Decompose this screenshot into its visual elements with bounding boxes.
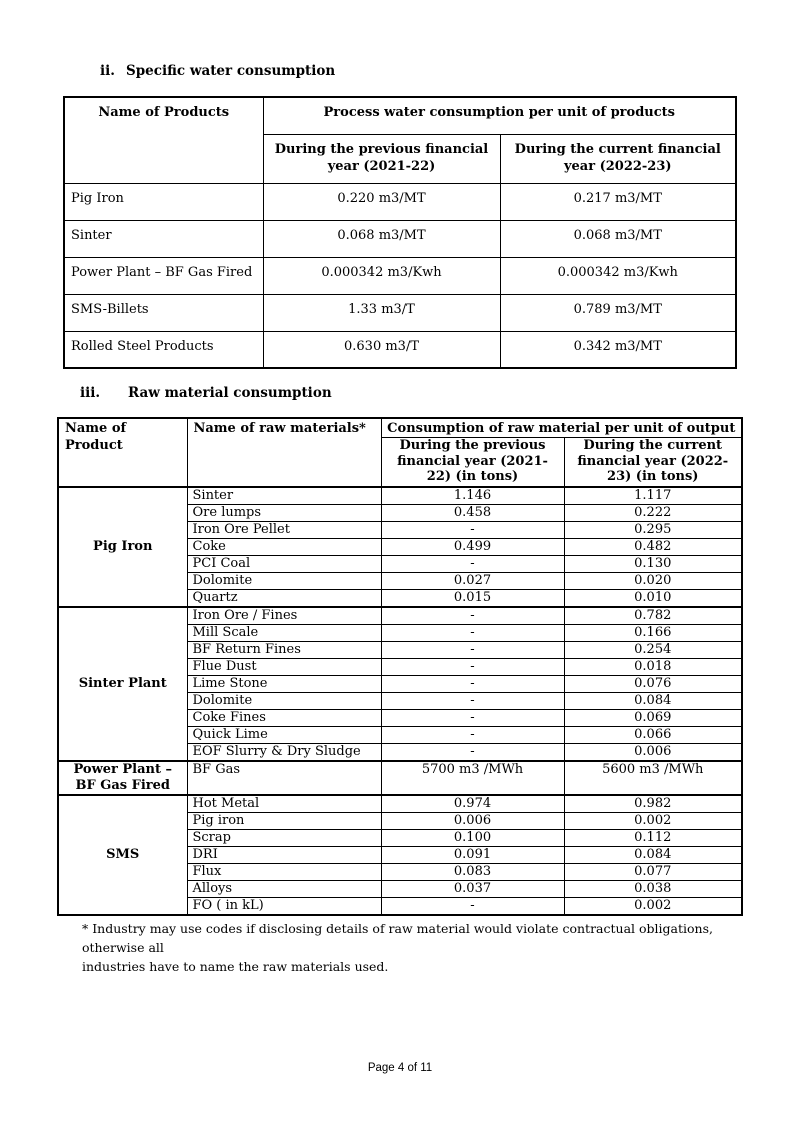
raw-material-name-cell: Ore lumps bbox=[187, 505, 381, 522]
consumption-value-cell: 0.458 bbox=[381, 505, 564, 522]
consumption-value-cell: 0.166 bbox=[564, 625, 742, 642]
consumption-value-cell: 0.254 bbox=[564, 642, 742, 659]
consumption-value-cell: 0.015 bbox=[381, 590, 564, 608]
consumption-value-cell: 0.295 bbox=[564, 522, 742, 539]
consumption-value-cell: 0.076 bbox=[564, 676, 742, 693]
consumption-value-cell: 0.499 bbox=[381, 539, 564, 556]
consumption-value-cell: - bbox=[381, 727, 564, 744]
raw-material-name-cell: Sinter bbox=[187, 487, 381, 505]
consumption-value-cell: 0.027 bbox=[381, 573, 564, 590]
raw-material-tbody bbox=[58, 487, 742, 915]
consumption-value-cell: 0.217 m3/MT bbox=[500, 183, 736, 220]
consumption-value-cell: - bbox=[381, 744, 564, 762]
section-heading-raw bbox=[80, 385, 332, 401]
consumption-value-cell: - bbox=[381, 522, 564, 539]
consumption-value-cell: 5700 m3 /MWh bbox=[381, 761, 564, 795]
footnote bbox=[82, 920, 742, 976]
section-heading-water bbox=[100, 63, 335, 79]
column-header-products: Name of Products bbox=[64, 97, 263, 183]
page-number-footer: Page 4 of 11 bbox=[367, 1062, 433, 1074]
raw-material-name-cell: PCI Coal bbox=[187, 556, 381, 573]
raw-material-name-cell: Coke Fines bbox=[187, 710, 381, 727]
table-row bbox=[58, 795, 742, 813]
column-header-product: Name of Product bbox=[58, 418, 187, 487]
water-table-body bbox=[64, 183, 736, 368]
consumption-value-cell: 0.482 bbox=[564, 539, 742, 556]
consumption-value-cell: 0.018 bbox=[564, 659, 742, 676]
consumption-value-cell: 0.020 bbox=[564, 573, 742, 590]
raw-material-table bbox=[57, 417, 743, 916]
consumption-value-cell: 5600 m3 /MWh bbox=[564, 761, 742, 795]
table-row bbox=[58, 487, 742, 505]
table-row bbox=[64, 220, 736, 257]
raw-material-name-cell: Dolomite bbox=[187, 573, 381, 590]
water-consumption-table bbox=[63, 96, 737, 369]
product-name-cell: SMS bbox=[58, 795, 187, 915]
section-title: Raw material consumption bbox=[128, 385, 332, 401]
consumption-value-cell: 0.222 bbox=[564, 505, 742, 522]
section-number: iii. bbox=[80, 385, 101, 401]
table-row bbox=[64, 183, 736, 220]
consumption-value-cell: - bbox=[381, 710, 564, 727]
consumption-value-cell: 0.002 bbox=[564, 898, 742, 916]
consumption-value-cell: - bbox=[381, 556, 564, 573]
consumption-value-cell: 0.069 bbox=[564, 710, 742, 727]
raw-material-name-cell: Dolomite bbox=[187, 693, 381, 710]
consumption-value-cell: 0.220 m3/MT bbox=[263, 183, 500, 220]
consumption-value-cell: 0.000342 m3/Kwh bbox=[500, 257, 736, 294]
table-header-row bbox=[64, 97, 736, 134]
consumption-value-cell: - bbox=[381, 625, 564, 642]
raw-material-name-cell: Mill Scale bbox=[187, 625, 381, 642]
raw-material-name-cell: Quick Lime bbox=[187, 727, 381, 744]
consumption-value-cell: 0.068 m3/MT bbox=[500, 220, 736, 257]
consumption-value-cell: 0.782 bbox=[564, 607, 742, 625]
consumption-value-cell: 0.006 bbox=[381, 813, 564, 830]
raw-material-name-cell: Scrap bbox=[187, 830, 381, 847]
raw-material-name-cell: Iron Ore / Fines bbox=[187, 607, 381, 625]
consumption-value-cell: 0.112 bbox=[564, 830, 742, 847]
consumption-value-cell: - bbox=[381, 659, 564, 676]
consumption-value-cell: - bbox=[381, 898, 564, 916]
consumption-value-cell: - bbox=[381, 676, 564, 693]
raw-material-name-cell: Hot Metal bbox=[187, 795, 381, 813]
consumption-value-cell: - bbox=[381, 642, 564, 659]
product-name-cell: Pig Iron bbox=[58, 487, 187, 607]
column-group-header: Consumption of raw material per unit of output bbox=[381, 418, 742, 438]
column-header-materials: Name of raw materials* bbox=[187, 418, 381, 487]
raw-material-name-cell: Flue Dust bbox=[187, 659, 381, 676]
raw-material-name-cell: DRI bbox=[187, 847, 381, 864]
table-row bbox=[64, 331, 736, 368]
consumption-value-cell: 0.630 m3/T bbox=[263, 331, 500, 368]
product-name-cell: Sinter bbox=[64, 220, 263, 257]
consumption-value-cell: 0.982 bbox=[564, 795, 742, 813]
consumption-value-cell: 1.33 m3/T bbox=[263, 294, 500, 331]
table-row bbox=[58, 607, 742, 625]
consumption-value-cell: 0.084 bbox=[564, 693, 742, 710]
consumption-value-cell: 0.083 bbox=[381, 864, 564, 881]
consumption-value-cell: 0.100 bbox=[381, 830, 564, 847]
consumption-value-cell: 0.068 m3/MT bbox=[263, 220, 500, 257]
column-group-header: Process water consumption per unit of products bbox=[263, 97, 736, 134]
table-row bbox=[64, 257, 736, 294]
footnote-line-2: industries have to name the raw materials used. bbox=[82, 958, 389, 974]
product-name-cell: Power Plant – BF Gas Fired bbox=[58, 761, 187, 795]
column-header-previous-year: During the previous financial year (2021-22) (in tons) bbox=[381, 438, 564, 488]
consumption-value-cell: 0.066 bbox=[564, 727, 742, 744]
consumption-value-cell: 0.789 m3/MT bbox=[500, 294, 736, 331]
consumption-value-cell: - bbox=[381, 693, 564, 710]
column-header-current-year: During the current financial year (2022-23) (in tons) bbox=[564, 438, 742, 488]
raw-material-name-cell: Pig iron bbox=[187, 813, 381, 830]
consumption-value-cell: 0.091 bbox=[381, 847, 564, 864]
raw-material-name-cell: Coke bbox=[187, 539, 381, 556]
raw-material-name-cell: Alloys bbox=[187, 881, 381, 898]
product-name-cell: Pig Iron bbox=[64, 183, 263, 220]
consumption-value-cell: 0.006 bbox=[564, 744, 742, 762]
product-name-cell: Rolled Steel Products bbox=[64, 331, 263, 368]
product-name-cell: Sinter Plant bbox=[58, 607, 187, 761]
raw-material-name-cell: FO ( in kL) bbox=[187, 898, 381, 916]
raw-material-name-cell: BF Return Fines bbox=[187, 642, 381, 659]
consumption-value-cell: 0.000342 m3/Kwh bbox=[263, 257, 500, 294]
consumption-value-cell: 1.146 bbox=[381, 487, 564, 505]
consumption-value-cell: 0.974 bbox=[381, 795, 564, 813]
column-header-previous-year: During the previous financial year (2021-22) bbox=[263, 134, 500, 183]
table-header-row bbox=[58, 418, 742, 438]
consumption-value-cell: - bbox=[381, 607, 564, 625]
consumption-value-cell: 0.037 bbox=[381, 881, 564, 898]
table-row bbox=[64, 294, 736, 331]
section-title: Specific water consumption bbox=[125, 63, 336, 79]
raw-material-name-cell: EOF Slurry & Dry Sludge bbox=[187, 744, 381, 762]
column-header-current-year: During the current financial year (2022-23) bbox=[500, 134, 736, 183]
raw-material-name-cell: Flux bbox=[187, 864, 381, 881]
consumption-value-cell: 0.002 bbox=[564, 813, 742, 830]
consumption-value-cell: 0.010 bbox=[564, 590, 742, 608]
table-row bbox=[58, 761, 742, 795]
product-name-cell: SMS-Billets bbox=[64, 294, 263, 331]
consumption-value-cell: 0.084 bbox=[564, 847, 742, 864]
section-number: ii. bbox=[100, 63, 115, 79]
footnote-line-1: * Industry may use codes if disclosing details of raw material would violate contractual obligations, otherwise all bbox=[82, 921, 713, 955]
raw-material-name-cell: BF Gas bbox=[187, 761, 381, 795]
consumption-value-cell: 1.117 bbox=[564, 487, 742, 505]
raw-material-name-cell: Quartz bbox=[187, 590, 381, 608]
consumption-value-cell: 0.038 bbox=[564, 881, 742, 898]
consumption-value-cell: 0.342 m3/MT bbox=[500, 331, 736, 368]
raw-material-name-cell: Lime Stone bbox=[187, 676, 381, 693]
raw-material-name-cell: Iron Ore Pellet bbox=[187, 522, 381, 539]
consumption-value-cell: 0.077 bbox=[564, 864, 742, 881]
consumption-value-cell: 0.130 bbox=[564, 556, 742, 573]
product-name-cell: Power Plant – BF Gas Fired bbox=[64, 257, 263, 294]
